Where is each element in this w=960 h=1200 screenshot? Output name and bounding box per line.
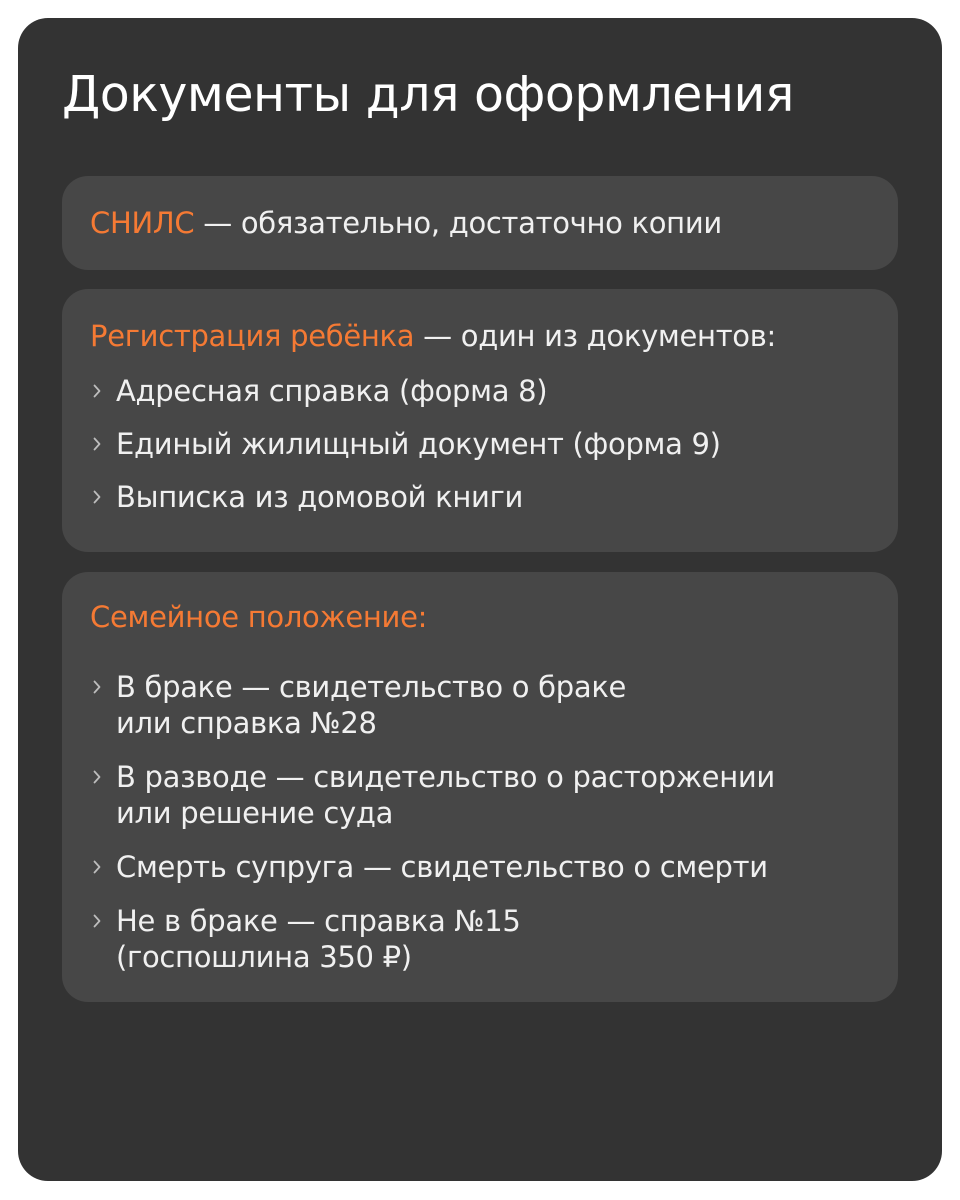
list-item [90,669,870,741]
list-item [90,373,870,409]
list-item-text: Смерть супруга — свидетельство о смерти [116,850,768,884]
list-item-text-continued: или справка №28 [116,706,377,740]
list-item [90,849,870,885]
list-item-text: Не в браке — справка №15 [116,904,521,938]
snils-label: СНИЛС [90,206,195,240]
chevron-right-icon [90,479,104,515]
chevron-right-icon [90,759,104,795]
list-item-text-continued: (госпошлина 350 ₽) [116,940,412,974]
list-item-text: В браке — свидетельство о браке [116,670,627,704]
chevron-right-icon [90,903,104,939]
family-label: Семейное положение: [90,600,428,634]
page-title: Документы для оформления [62,66,794,123]
list-item-text: Адресная справка (форма 8) [116,374,548,408]
chevron-right-icon [90,373,104,409]
list-item-text: Выписка из домовой книги [116,480,524,514]
documents-card [18,18,942,1181]
snils-line [90,176,870,243]
registration-heading [90,289,870,356]
registration-list [90,373,870,515]
list-item [90,759,870,831]
registration-text: — один из документов: [414,319,777,353]
family-list [90,669,870,975]
registration-panel [62,289,898,552]
family-heading [90,572,870,637]
chevron-right-icon [90,849,104,885]
chevron-right-icon [90,669,104,705]
chevron-right-icon [90,426,104,462]
snils-panel [62,176,898,270]
list-item [90,903,870,975]
family-status-panel [62,572,898,1002]
registration-label: Регистрация ребёнка [90,319,415,353]
list-item-text: Единый жилищный документ (форма 9) [116,427,721,461]
list-item-text-continued: или решение суда [116,796,394,830]
list-item-text: В разводе — свидетельство о расторжении [116,760,775,794]
snils-text: — обязательно, достаточно копии [194,206,722,240]
list-item [90,426,870,462]
list-item [90,479,870,515]
